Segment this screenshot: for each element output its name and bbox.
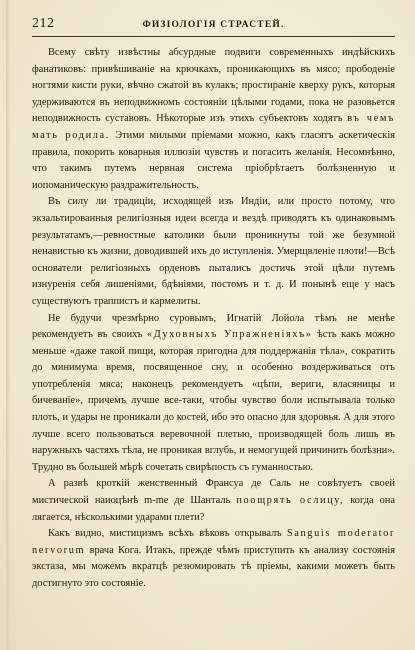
paragraph-text: Всему свѣту извѣстны абсурдные подвиги современныхъ индѣйскихъ фанатиковъ: привѣшиванiе на крючкахъ, проникающихъ въ мясо; прободенiе ногтями кисти руки, вѣчно сжатой въ кулакъ; простиранiе кверху рукъ, которыя удерживаются въ неподвижномъ состоянiи цѣлыми годами, пока не разовьется неподвижность суставовъ. Нѣкоторые изъ этихъ субъектовъ ходятъ — [32, 47, 395, 125]
page-header — [32, 16, 395, 37]
paragraph — [32, 526, 395, 592]
spaced-emphasis: Sanguis moderator nervorum — [32, 528, 395, 556]
paragraph-text: ѣсть какъ можно меньше «даже такой пищи, которая пригодна для поддержанiя тѣла», сократить до минимума время, посвященное сну, и особенно воздерживаться отъ употребленiя мяса; наконецъ рекомендуетъ «цѣпи, вериги, власяницы и бичеванiе», причемъ лучше все-таки, чтобы чувство боли испытывала только плоть, и удары не проникали до костей, ибо это опасно для здоровья. А для этого лучше всего пользоваться веревочной плетью, производящей боль лишь въ наружныхъ частяхъ тѣла, не проникая вглубь, и немогущей причинить болѣзни». Трудно въ большей мѣрѣ сочетать свирѣпость съ гуманностью. — [32, 329, 395, 473]
paragraph-text: Въ силу ли традицiи, исходящей изъ Индiи, или просто потому, что экзальтированныя религiозныя идеи всегда и вездѣ приводятъ къ одинаковымъ результатамъ,—ревностные католики были проникнуты той же безумной ненавистью къ жизни, доводившей ихъ до иступленiя. Умерщвленiе плоти!—Всѣ основатели религiозныхъ орденовъ пытались достичь этой цѣли путемъ изнуренiя себя лишенiями, бдѣнiями, постомъ и т. д. И понынѣ еще у насъ существуютъ траппистъ и кармелиты. — [32, 196, 395, 307]
paragraph-text: А развѣ кроткiй женственный Франсуа де Саль не совѣтуетъ своей мистической наиоцѣнѣ m-me де Шанталь — [32, 478, 395, 507]
paragraph-text: Не будучи чрезмѣрно суровымъ, Игнатiй Лойола тѣмъ не менѣе рекомендуетъ въ своихъ — [32, 312, 395, 341]
paragraph-text: Какъ видно, мистицизмъ всѣхъ вѣковъ открывалъ — [48, 528, 287, 540]
spaced-emphasis: поощрять ослицу, — [236, 495, 345, 507]
page-number: 212 — [32, 16, 55, 31]
spaced-emphasis: въ чемъ мать родила. — [32, 113, 395, 141]
page-edge-shadow — [6, 0, 11, 650]
paragraph-text: врача Кога. Итакъ, прежде чѣмъ приступить къ анализу состоянiя экстаза, мы можемъ вкратцѣ резюмировать тѣ прiемы, какими можетъ быть достигнуто это состоянiе. — [32, 544, 395, 589]
paragraph — [32, 194, 395, 310]
paragraph — [32, 45, 395, 194]
body-text — [32, 45, 395, 593]
paragraph-text: когда она лягается, нѣсколькими ударами плети? — [32, 495, 396, 523]
running-title: ФИЗІОЛОГІЯ СТРАСТЕЙ. — [142, 20, 285, 30]
spaced-emphasis: «Духовныхъ Упражненiяхъ» — [146, 329, 313, 341]
paragraph-text: Этими милыми прiемами можно, какъ гласятъ аскетическiя правила, покорить коварныя иллюзiи чувствъ и погасить желанiя. Несомнѣнно, что такимъ путемъ нервная система прiобрѣтаетъ болѣзненную и иопоманическую раздражительность. — [32, 129, 395, 191]
paragraph — [32, 311, 395, 477]
paragraph — [32, 476, 395, 526]
